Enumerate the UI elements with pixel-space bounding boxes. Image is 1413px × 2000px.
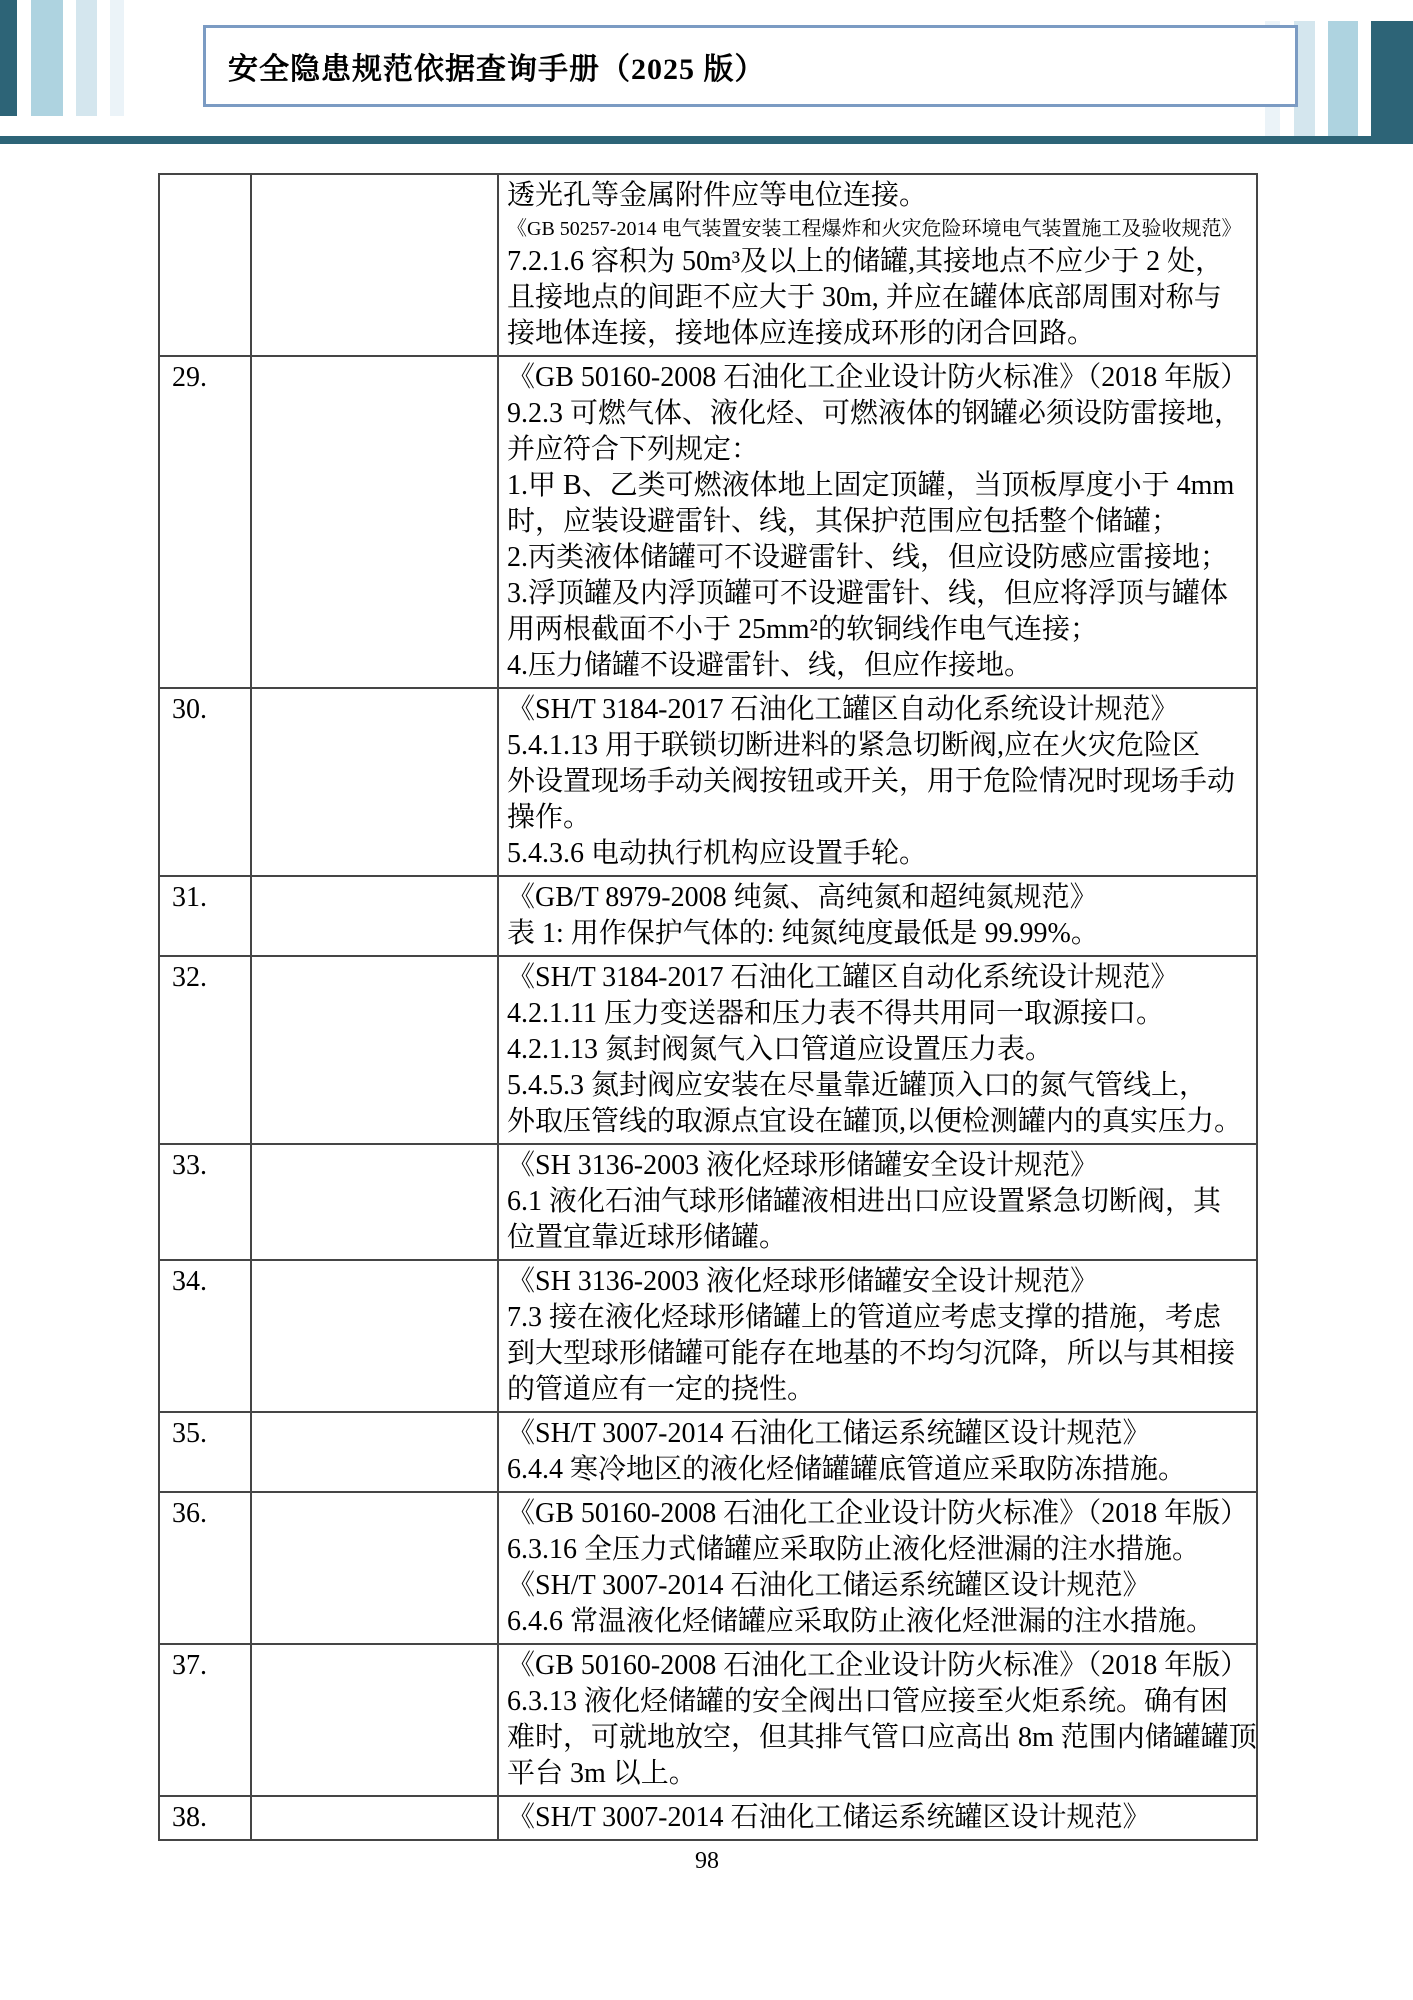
empty-middle-cell (251, 1144, 498, 1260)
regulation-content-cell (498, 956, 1257, 1144)
content-line: 4.压力储罐不设避雷针、线，但应作接地。 (507, 650, 1033, 681)
decor-stripe-dark-left (0, 0, 17, 116)
content-line: 6.3.13 液化烃储罐的安全阀出口管应接至火炬系统。确有困 (507, 1686, 1229, 1717)
table-row (159, 1260, 1257, 1412)
empty-middle-cell (251, 1412, 498, 1492)
row-number-cell: 33. (159, 1144, 251, 1260)
empty-middle-cell (251, 1796, 498, 1840)
content-line: 且接地点的间距不应大于 30m, 并应在罐体底部周围对称与 (507, 282, 1222, 313)
regulation-content-cell (498, 356, 1257, 688)
table-row (159, 1492, 1257, 1644)
empty-middle-cell (251, 876, 498, 956)
row-number-cell: 31. (159, 876, 251, 956)
empty-middle-cell (251, 956, 498, 1144)
content-line: 接地体连接，接地体应连接成环形的闭合回路。 (507, 318, 1096, 349)
table-row (159, 1144, 1257, 1260)
content-line: 9.2.3 可燃气体、液化烃、可燃液体的钢罐必须设防雷接地， (507, 398, 1243, 429)
content-line: 位置宜靠近球形储罐。 (507, 1222, 788, 1253)
page-number: 98 (695, 1848, 719, 1874)
content-line: 6.4.6 常温液化烃储罐应采取防止液化烃泄漏的注水措施。 (507, 1606, 1215, 1637)
content-line: 3.浮顶罐及内浮顶罐可不设避雷针、线，但应将浮顶与罐体 (507, 578, 1229, 609)
regulation-content-cell (498, 688, 1257, 876)
row-number-cell: 30. (159, 688, 251, 876)
content-line: 表 1: 用作保护气体的: 纯氮纯度最低是 99.99%。 (507, 918, 1099, 949)
content-line: 6.3.16 全压力式储罐应采取防止液化烃泄漏的注水措施。 (507, 1534, 1201, 1565)
row-number-cell: 34. (159, 1260, 251, 1412)
content-line: 到大型球形储罐可能存在地基的不均匀沉降，所以与其相接 (507, 1338, 1236, 1369)
content-line: 《SH/T 3007-2014 石油化工储运系统罐区设计规范》 (507, 1418, 1151, 1449)
empty-middle-cell (251, 356, 498, 688)
citation-line-small: 《GB 50257-2014 电气装置安装工程爆炸和火灾危险环境电气装置施工及验收规范》 (507, 218, 1242, 240)
row-number-cell: 36. (159, 1492, 251, 1644)
content-line: 《GB 50160-2008 石油化工企业设计防火标准》（2018 年版） (507, 1650, 1249, 1681)
content-line: 《SH/T 3184-2017 石油化工罐区自动化系统设计规范》 (507, 962, 1179, 993)
content-line: 《GB/T 8979-2008 纯氮、高纯氮和超纯氮规范》 (507, 882, 1098, 913)
content-line: 《SH 3136-2003 液化烃球形储罐安全设计规范》 (507, 1266, 1099, 1297)
regulations-table (158, 173, 1258, 1841)
content-line: 5.4.5.3 氮封阀应安装在尽量靠近罐顶入口的氮气管线上， (507, 1070, 1208, 1101)
empty-middle-cell (251, 1644, 498, 1796)
empty-middle-cell (251, 1260, 498, 1412)
content-line: 5.4.1.13 用于联锁切断进料的紧急切断阀,应在火灾危险区 (507, 730, 1201, 761)
row-number-cell (159, 174, 251, 356)
content-line: 的管道应有一定的挠性。 (507, 1374, 816, 1405)
content-line: 《GB 50160-2008 石油化工企业设计防火标准》（2018 年版） (507, 362, 1249, 393)
row-number-cell: 29. (159, 356, 251, 688)
content-line: 《SH/T 3007-2014 石油化工储运系统罐区设计规范》 (507, 1802, 1151, 1833)
decor-stripe-faint-left (110, 0, 124, 116)
content-line: 1.甲 B、乙类可燃液体地上固定顶罐，当顶板厚度小于 4mm (507, 470, 1235, 501)
content-line: 时，应装设避雷针、线，其保护范围应包括整个储罐； (507, 506, 1180, 537)
content-line: 6.4.4 寒冷地区的液化烃储罐罐底管道应采取防冻措施。 (507, 1454, 1187, 1485)
content-line: 7.3 接在液化烃球形储罐上的管道应考虑支撑的措施，考虑 (507, 1302, 1222, 1333)
decor-stripe-dark-right (1371, 21, 1413, 144)
content-line: 5.4.3.6 电动执行机构应设置手轮。 (507, 838, 928, 869)
table-row (159, 688, 1257, 876)
content-line: 6.1 液化石油气球形储罐液相进出口应设置紧急切断阀，其 (507, 1186, 1222, 1217)
row-number-cell: 32. (159, 956, 251, 1144)
regulation-content-cell (498, 1144, 1257, 1260)
content-line: 用两根截面不小于 25mm²的软铜线作电气连接； (507, 614, 1098, 645)
row-number-cell: 37. (159, 1644, 251, 1796)
table-row (159, 1644, 1257, 1796)
header-divider-bar (0, 136, 1413, 144)
content-line: 4.2.1.13 氮封阀氮气入口管道应设置压力表。 (507, 1034, 1054, 1065)
row-number-cell: 38. (159, 1796, 251, 1840)
regulation-content-cell (498, 1644, 1257, 1796)
content-line: 难时，可就地放空，但其排气管口应高出 8m 范围内储罐罐顶 (507, 1722, 1257, 1753)
regulation-content-cell (498, 1492, 1257, 1644)
content-line: 操作。 (507, 802, 592, 833)
content-line: 《SH/T 3007-2014 石油化工储运系统罐区设计规范》 (507, 1570, 1151, 1601)
content-line: 外设置现场手动关阀按钮或开关，用于危险情况时现场手动 (507, 766, 1236, 797)
content-line: 《SH 3136-2003 液化烃球形储罐安全设计规范》 (507, 1150, 1099, 1181)
regulation-content-cell (498, 1412, 1257, 1492)
table-row (159, 1796, 1257, 1840)
table-row (159, 356, 1257, 688)
table-row (159, 876, 1257, 956)
decor-stripe-light-left (76, 0, 97, 116)
regulation-content-cell (498, 1260, 1257, 1412)
row-number-cell: 35. (159, 1412, 251, 1492)
regulation-content-cell (498, 1796, 1257, 1840)
regulation-content-cell (498, 876, 1257, 956)
content-line: 《SH/T 3184-2017 石油化工罐区自动化系统设计规范》 (507, 694, 1179, 725)
content-line: 7.2.1.6 容积为 50m³及以上的储罐,其接地点不应少于 2 处， (507, 246, 1224, 277)
regulation-content-cell (498, 174, 1257, 356)
page-title: 安全隐患规范依据查询手册（2025 版） (228, 53, 766, 86)
table-row (159, 956, 1257, 1144)
table-row (159, 1412, 1257, 1492)
content-line: 《GB 50160-2008 石油化工企业设计防火标准》（2018 年版） (507, 1498, 1249, 1529)
content-line: 透光孔等金属附件应等电位连接。 (507, 180, 928, 211)
content-line: 平台 3m 以上。 (507, 1758, 697, 1789)
table-row (159, 174, 1257, 356)
empty-middle-cell (251, 1492, 498, 1644)
decor-stripe-mid-left (31, 0, 63, 116)
content-line: 2.丙类液体储罐可不设避雷针、线，但应设防感应雷接地； (507, 542, 1229, 573)
regulations-table-body (159, 174, 1257, 1840)
header-title-box (203, 25, 1298, 107)
decor-stripe-mid-right (1328, 21, 1358, 137)
empty-middle-cell (251, 174, 498, 356)
content-line: 外取压管线的取源点宜设在罐顶,以便检测罐内的真实压力。 (507, 1106, 1243, 1137)
content-line: 4.2.1.11 压力变送器和压力表不得共用同一取源接口。 (507, 998, 1164, 1029)
empty-middle-cell (251, 688, 498, 876)
content-line: 并应符合下列规定： (507, 434, 760, 465)
